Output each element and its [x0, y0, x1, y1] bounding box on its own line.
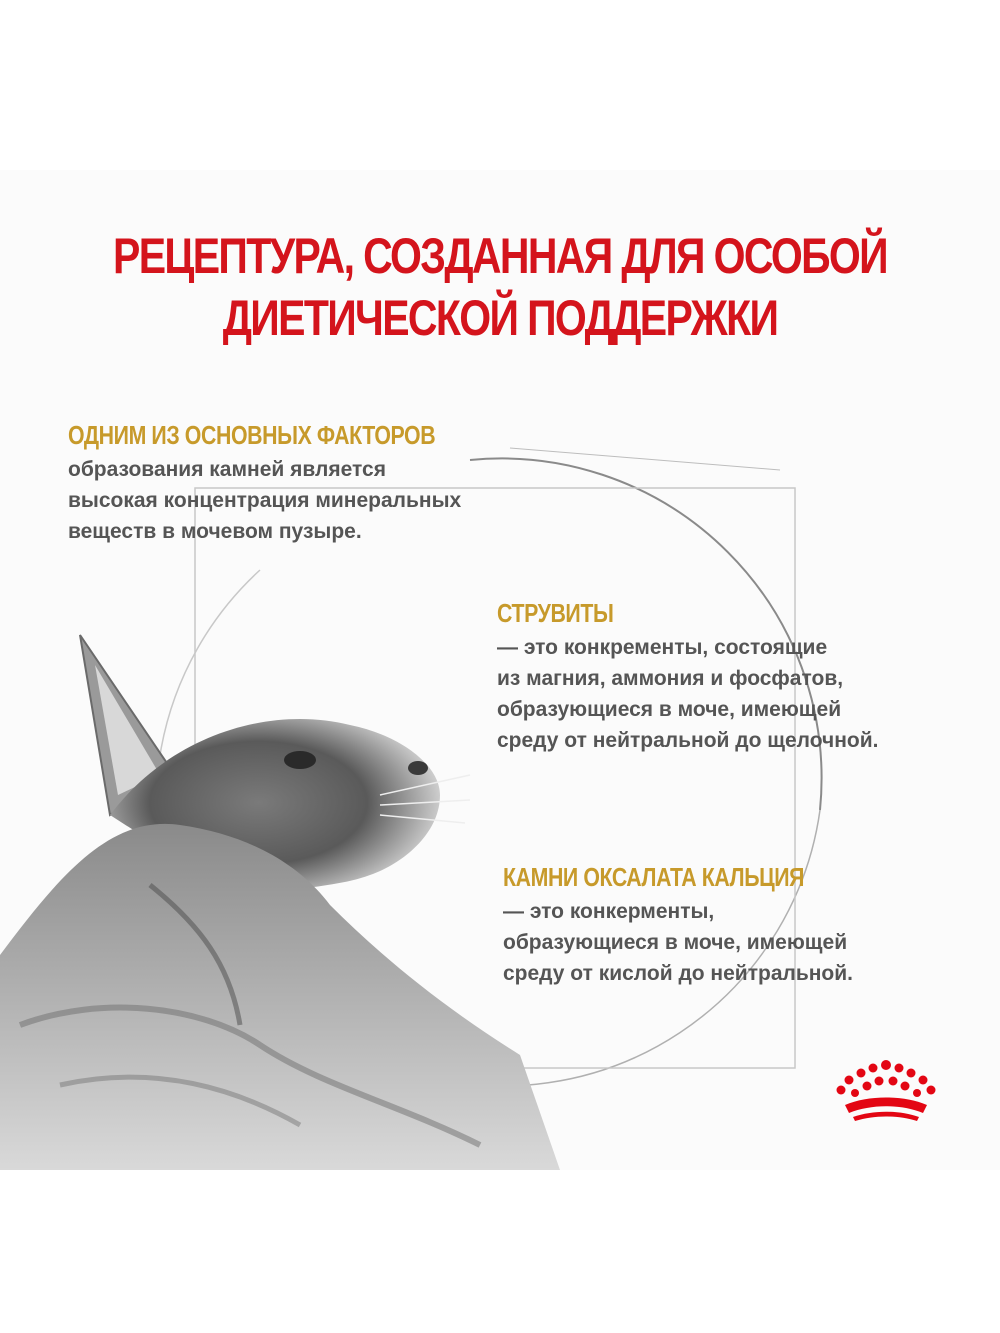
oxalate-line-3: среду от кислой до нейтральной.: [503, 962, 854, 985]
crown-icon: [833, 1055, 939, 1125]
oxalate-text: [503, 896, 870, 989]
struvite-heading: СТРУВИТЫ: [497, 598, 614, 628]
factor-line-3: веществ в мочевом пузыре.: [68, 520, 362, 543]
oxalate-heading: КАМНИ ОКСАЛАТА КАЛЬЦИЯ: [503, 862, 805, 892]
oxalate-block: [503, 862, 870, 989]
oxalate-line-1: — это конкерменты,: [503, 900, 715, 923]
struvite-line-2: из магния, аммония и фосфатов,: [497, 667, 844, 690]
factor-heading: ОДНИМ ИЗ ОСНОВНЫХ ФАКТОРОВ: [68, 420, 436, 450]
factor-block: [68, 420, 516, 547]
struvite-line-1: — это конкременты, состоящие: [497, 636, 828, 659]
cat-photo: [0, 625, 560, 1170]
oxalate-line-2: образующиеся в моче, имеющей: [503, 931, 848, 954]
struvite-block: [497, 598, 879, 756]
title-line-2: ДИЕТИЧЕСКОЙ ПОДДЕРЖКИ: [222, 290, 778, 346]
factor-line-2: высокая концентрация минеральных: [68, 489, 462, 512]
info-card: [0, 170, 1000, 1170]
struvite-text: [497, 632, 879, 756]
struvite-line-3: образующиеся в моче, имеющей: [497, 698, 842, 721]
struvite-line-4: среду от нейтральной до щелочной.: [497, 729, 879, 752]
factor-text: [68, 454, 516, 547]
title-line-1: РЕЦЕПТУРА, СОЗДАННАЯ ДЛЯ ОСОБОЙ: [112, 228, 888, 284]
factor-line-1: образования камней является: [68, 458, 386, 481]
